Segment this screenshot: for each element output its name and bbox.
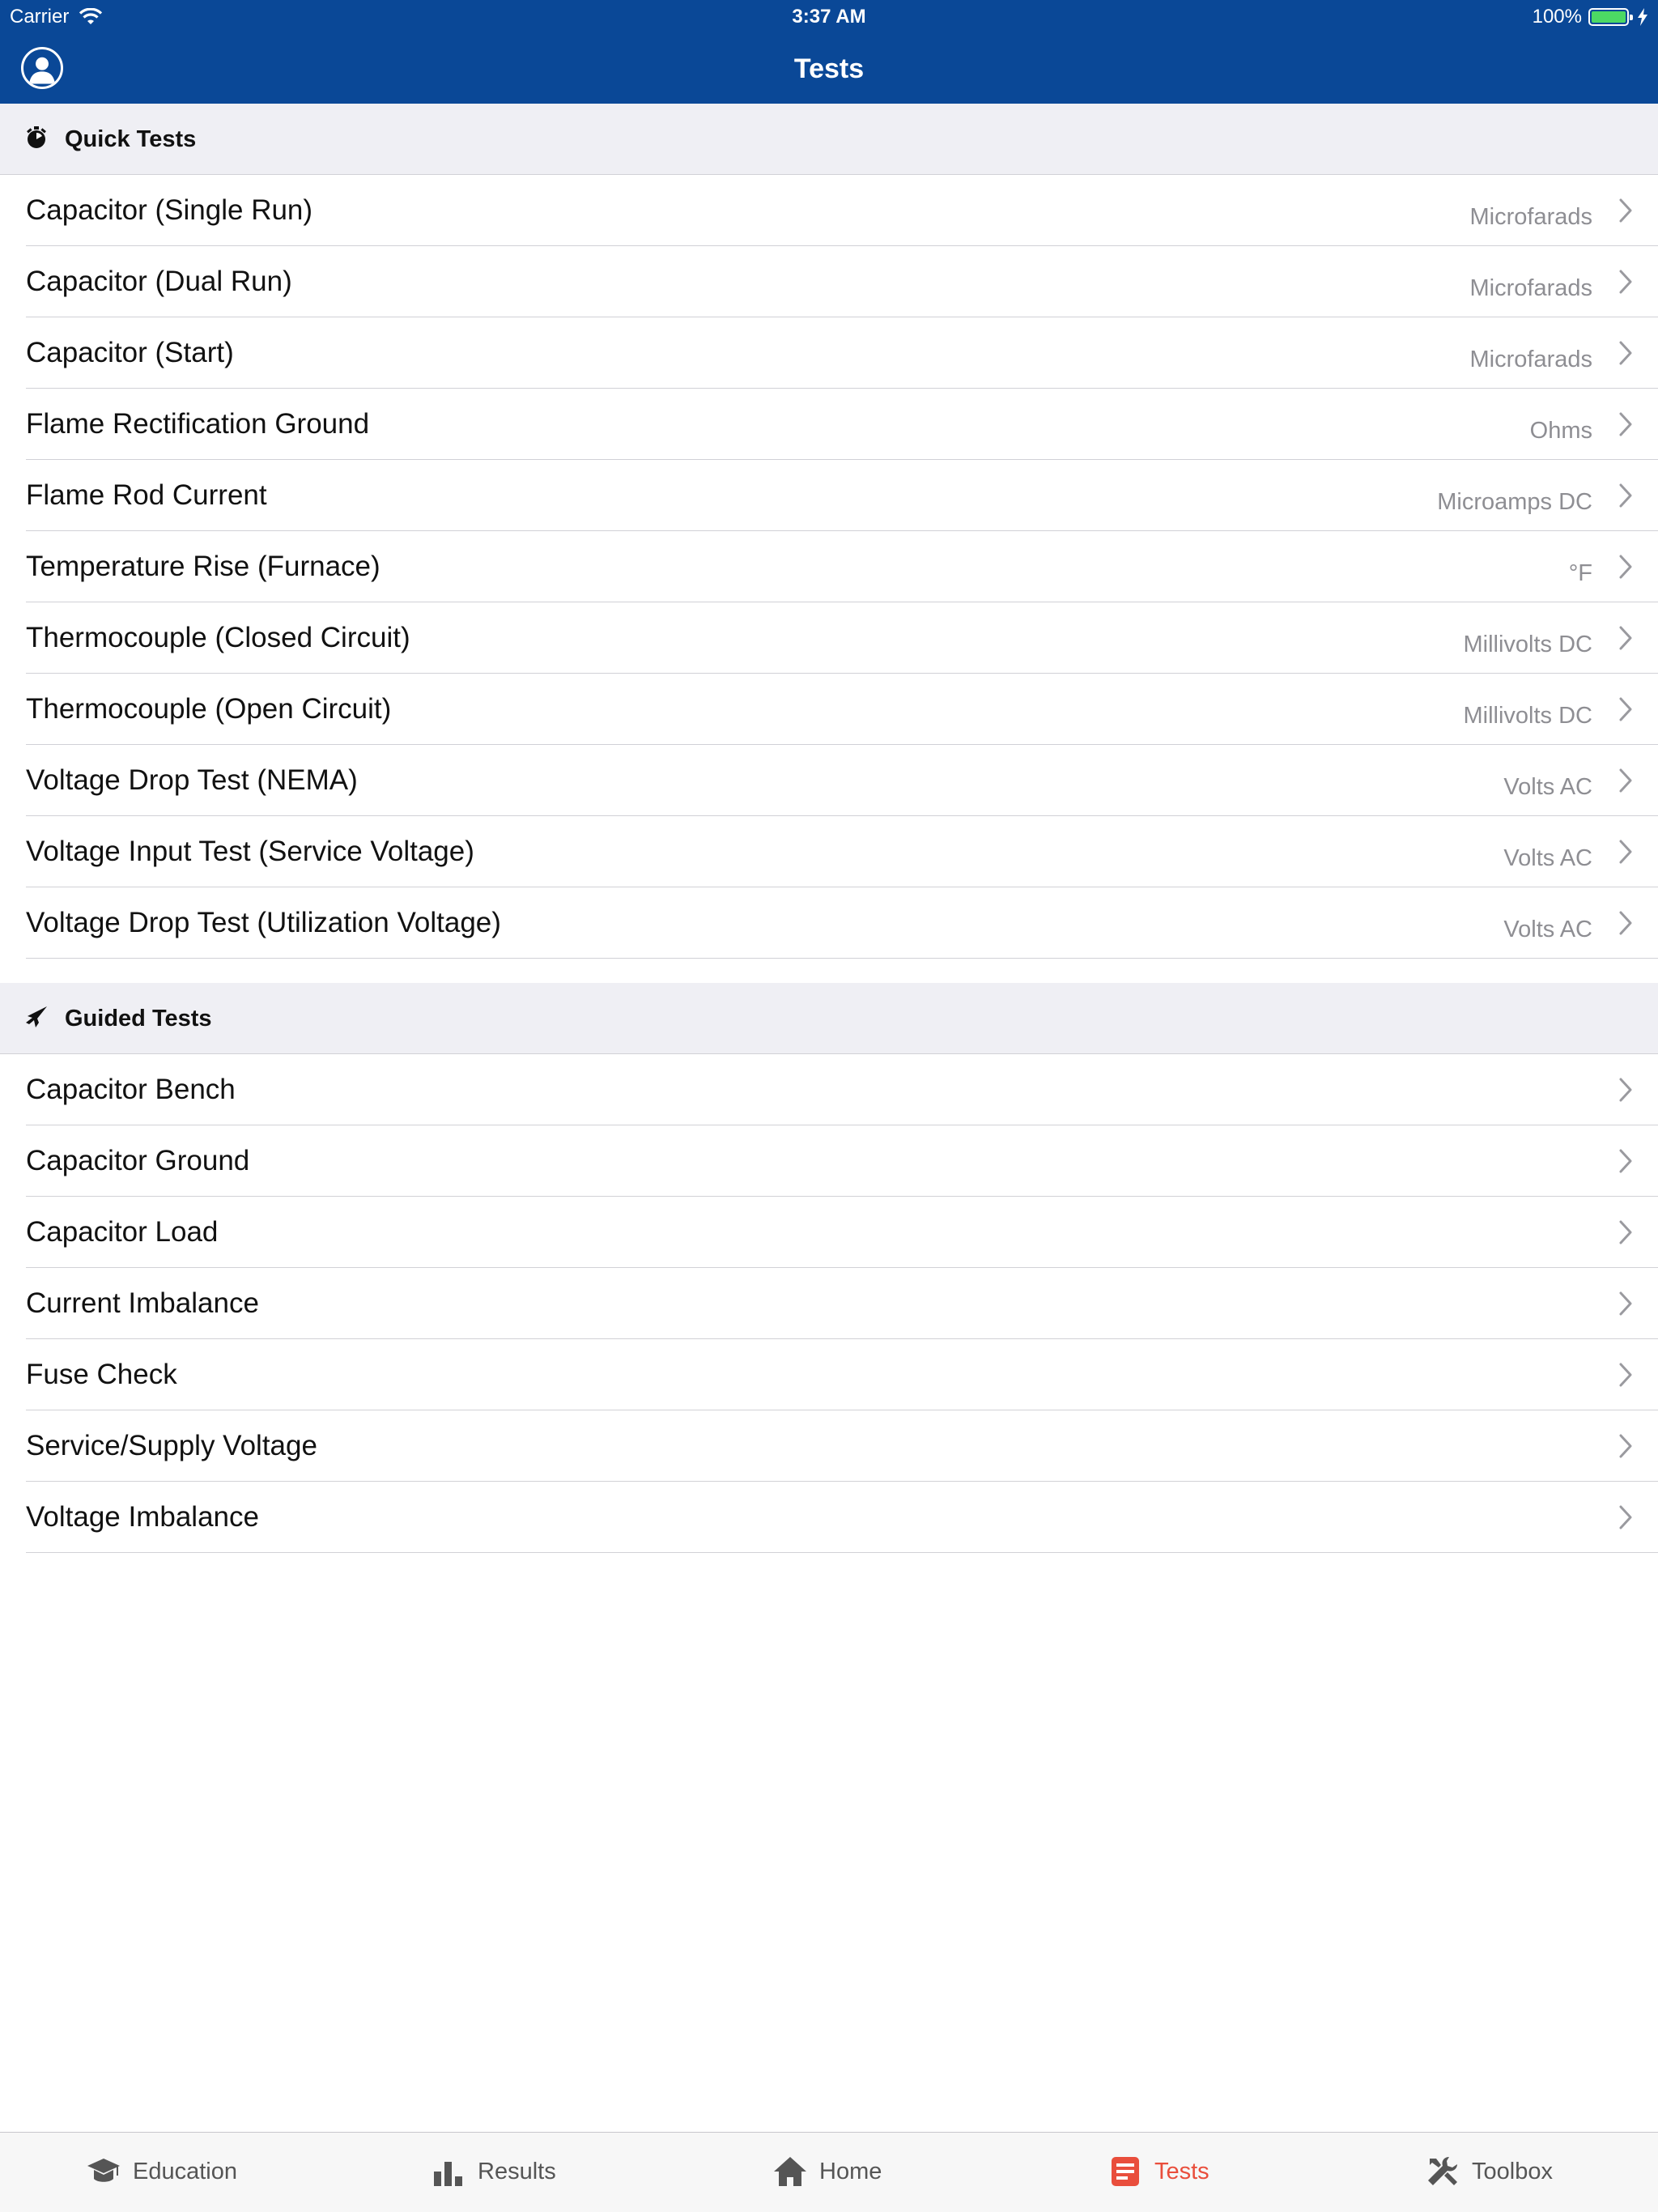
test-name: Current Imbalance — [26, 1287, 259, 1319]
status-time: 3:37 AM — [792, 6, 866, 28]
tab-label: Results — [478, 2158, 556, 2184]
chevron-right-icon — [1618, 910, 1634, 936]
charging-bolt-icon — [1637, 8, 1648, 26]
chevron-right-icon — [1618, 1362, 1634, 1388]
battery-percent: 100% — [1532, 6, 1582, 28]
tab-label: Home — [819, 2158, 882, 2184]
test-row[interactable] — [0, 1410, 1658, 1482]
tab-tests[interactable] — [1107, 2150, 1209, 2193]
test-row[interactable] — [0, 1482, 1658, 1553]
chevron-right-icon — [1618, 768, 1634, 793]
test-row[interactable] — [0, 1125, 1658, 1197]
test-row[interactable] — [0, 1197, 1658, 1268]
test-name: Capacitor Bench — [26, 1074, 236, 1105]
chevron-right-icon — [1618, 1077, 1634, 1103]
tab-education[interactable] — [86, 2150, 237, 2193]
test-row[interactable] — [0, 175, 1658, 246]
tab-label: Education — [133, 2158, 237, 2184]
test-unit: Millivolts DC — [1463, 632, 1592, 657]
test-row[interactable] — [0, 1054, 1658, 1125]
test-unit: Ohms — [1529, 418, 1592, 444]
chevron-right-icon — [1618, 483, 1634, 508]
row-divider — [26, 1552, 1658, 1553]
test-unit: Volts AC — [1503, 917, 1592, 942]
row-divider — [26, 958, 1658, 959]
chevron-right-icon — [1618, 625, 1634, 651]
page-title: Tests — [793, 53, 865, 84]
tab-label: Toolbox — [1472, 2158, 1553, 2184]
chevron-right-icon — [1618, 198, 1634, 223]
test-name: Capacitor (Single Run) — [26, 194, 313, 226]
section-title: Guided Tests — [65, 1006, 212, 1032]
section-header-quick-tests — [0, 104, 1658, 175]
test-name: Capacitor Ground — [26, 1145, 250, 1176]
tab-toolbox[interactable] — [1425, 2150, 1553, 2193]
test-unit: Millivolts DC — [1463, 703, 1592, 729]
test-name: Service/Supply Voltage — [26, 1430, 317, 1461]
chevron-right-icon — [1618, 839, 1634, 865]
test-name: Capacitor Load — [26, 1216, 219, 1248]
clipboard-list-icon — [1107, 2154, 1143, 2189]
chevron-right-icon — [1618, 1433, 1634, 1459]
test-row[interactable] — [0, 317, 1658, 389]
test-row[interactable] — [0, 1339, 1658, 1410]
tab-bar — [0, 2132, 1658, 2212]
chevron-right-icon — [1618, 340, 1634, 366]
chevron-right-icon — [1618, 411, 1634, 437]
battery-icon — [1588, 8, 1629, 26]
test-name: Voltage Drop Test (Utilization Voltage) — [26, 907, 501, 938]
test-name: Voltage Input Test (Service Voltage) — [26, 836, 474, 867]
chevron-right-icon — [1618, 1219, 1634, 1245]
chevron-right-icon — [1618, 1291, 1634, 1317]
tools-icon — [1425, 2154, 1460, 2189]
bar-chart-icon — [431, 2154, 466, 2189]
test-row[interactable] — [0, 389, 1658, 460]
chevron-right-icon — [1618, 554, 1634, 580]
section-title: Quick Tests — [65, 126, 197, 152]
section-header-guided-tests — [0, 983, 1658, 1054]
test-row[interactable] — [0, 460, 1658, 531]
status-bar — [0, 0, 1658, 32]
test-unit: Microfarads — [1469, 275, 1592, 301]
chevron-right-icon — [1618, 696, 1634, 722]
test-name: Fuse Check — [26, 1359, 177, 1390]
header — [0, 0, 1658, 104]
test-row[interactable] — [0, 602, 1658, 674]
home-icon — [772, 2154, 808, 2189]
stopwatch-icon — [24, 125, 49, 150]
test-unit: Volts AC — [1503, 774, 1592, 800]
test-unit: Microamps DC — [1437, 489, 1592, 515]
tab-results[interactable] — [431, 2150, 556, 2193]
test-unit: Volts AC — [1503, 845, 1592, 871]
test-row[interactable] — [0, 531, 1658, 602]
test-row[interactable] — [0, 1268, 1658, 1339]
carrier-label: Carrier — [10, 6, 70, 28]
test-name: Thermocouple (Closed Circuit) — [26, 622, 410, 653]
tab-home[interactable] — [772, 2150, 882, 2193]
test-row[interactable] — [0, 816, 1658, 887]
test-name: Temperature Rise (Furnace) — [26, 551, 380, 582]
test-name: Capacitor (Dual Run) — [26, 266, 292, 297]
test-name: Capacitor (Start) — [26, 337, 234, 368]
test-name: Voltage Imbalance — [26, 1501, 259, 1533]
test-name: Thermocouple (Open Circuit) — [26, 693, 392, 725]
jet-icon — [24, 1005, 49, 1029]
chevron-right-icon — [1618, 1148, 1634, 1174]
chevron-right-icon — [1618, 1504, 1634, 1530]
test-name: Flame Rod Current — [26, 479, 267, 511]
tab-label: Tests — [1154, 2158, 1209, 2184]
test-row[interactable] — [0, 246, 1658, 317]
test-name: Flame Rectification Ground — [26, 408, 370, 440]
test-row[interactable] — [0, 887, 1658, 959]
test-unit: Microfarads — [1469, 204, 1592, 230]
test-name: Voltage Drop Test (NEMA) — [26, 764, 358, 796]
test-unit: °F — [1568, 560, 1592, 586]
chevron-right-icon — [1618, 269, 1634, 295]
test-row[interactable] — [0, 745, 1658, 816]
test-unit: Microfarads — [1469, 347, 1592, 372]
test-row[interactable] — [0, 674, 1658, 745]
graduation-cap-icon — [86, 2154, 121, 2189]
status-right — [1533, 6, 1648, 28]
